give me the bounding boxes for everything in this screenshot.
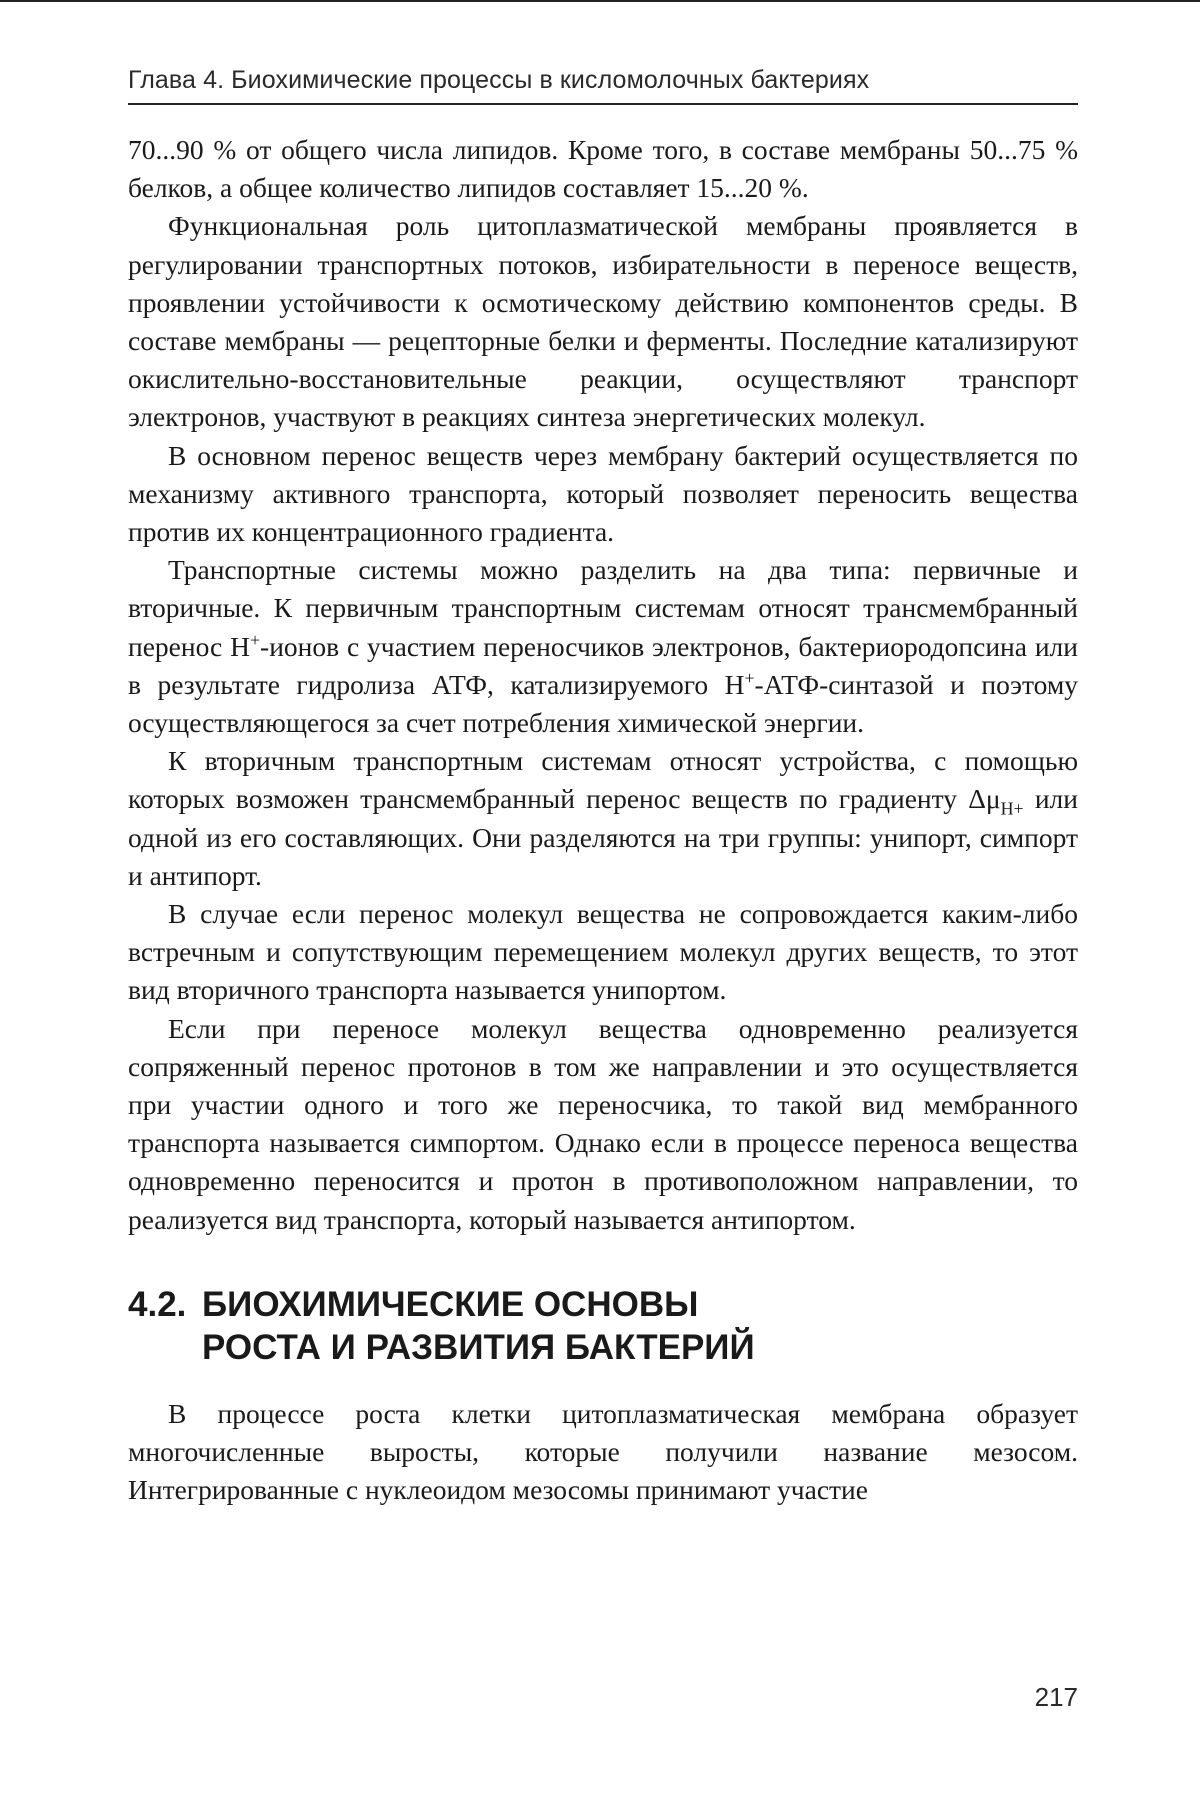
paragraph-4-part-b: -ионов с участием переносчиков электронов, бактериородопсина или в результате гидролиза АТФ, катализируемого H bbox=[128, 631, 1078, 700]
body-text-continued bbox=[128, 1395, 1078, 1510]
paragraph-5-part-b: или одной из его составляющих. Они разделяются на три группы: унипорт, симпорт и антипорт. bbox=[128, 783, 1078, 890]
top-border bbox=[0, 0, 1200, 2]
section-title-line-1: БИОХИМИЧЕСКИЕ ОСНОВЫ bbox=[202, 1285, 698, 1324]
running-head: Глава 4. Биохимические процессы в кисломолочных бактериях bbox=[128, 66, 1078, 105]
paragraph-8: В процессе роста клетки цитоплазматическая мембрана образует многочисленные выросты, которые получили название мезосом. Интегрированные с нуклеоидом мезосомы принимают участие bbox=[128, 1395, 1078, 1510]
subscript-h-plus: H+ bbox=[1001, 799, 1024, 819]
paragraph-3: В основном перенос веществ через мембрану бактерий осуществляется по механизму активного транспорта, который позволяет переносить вещества против их концентрационного градиента. bbox=[128, 437, 1078, 552]
body-text bbox=[128, 131, 1078, 1239]
paragraph-2: Функциональная роль цитоплазматической мембраны проявляется в регулировании транспортных потоков, избирательности в переносе веществ, проявлении устойчивости к осмотическому действию компонентов среды. В составе мембраны — рецепторные белки и ферменты. Последние катализируют окислительно-восстановительные реакции, осуществляют транспорт электронов, участвуют в реакциях синтеза энергетических молекул. bbox=[128, 207, 1078, 436]
section-number: 4.2. bbox=[128, 1283, 202, 1326]
paragraph-6: В случае если перенос молекул вещества не сопровождается каким-либо встречным и сопутствующим перемещением молекул других веществ, то этот вид вторичного транспорта называется унипортом. bbox=[128, 895, 1078, 1010]
paragraph-4 bbox=[128, 551, 1078, 742]
paragraph-1: 70...90 % от общего числа липидов. Кроме того, в составе мембраны 50...75 % белков, а общее количество липидов составляет 15...20 %. bbox=[128, 131, 1078, 207]
paragraph-4-part-c: -АТФ-синтазой и поэтому осуществляющегося за счет потребления химической энергии. bbox=[128, 669, 1078, 738]
section-heading bbox=[128, 1283, 1078, 1369]
superscript-plus: + bbox=[744, 668, 754, 688]
paragraph-5-part-a: К вторичным транспортным системам относят устройства, с помощью которых возможен трансмембранный перенос веществ по градиенту Δμ bbox=[128, 745, 1078, 814]
page-number: 217 bbox=[1035, 1682, 1078, 1713]
paragraph-5 bbox=[128, 742, 1078, 895]
paragraph-4-part-a: Транспортные системы можно разделить на два типа: первичные и вторичные. К первичным транспортным системам относят трансмембранный перенос H bbox=[128, 554, 1078, 661]
paragraph-7: Если при переносе молекул вещества одновременно реализуется сопряженный перенос протонов в том же направлении и это осуществляется при участии одного и того же переносчика, то такой вид мембранного транспорта называется симпортом. Однако если в процессе переноса вещества одновременно переносится и протон в противоположном направлении, то реализуется вид транспорта, который называется антипортом. bbox=[128, 1010, 1078, 1239]
superscript-plus: + bbox=[250, 629, 260, 649]
book-page bbox=[128, 66, 1078, 1510]
section-title-line-2: РОСТА И РАЗВИТИЯ БАКТЕРИЙ bbox=[128, 1326, 1078, 1369]
